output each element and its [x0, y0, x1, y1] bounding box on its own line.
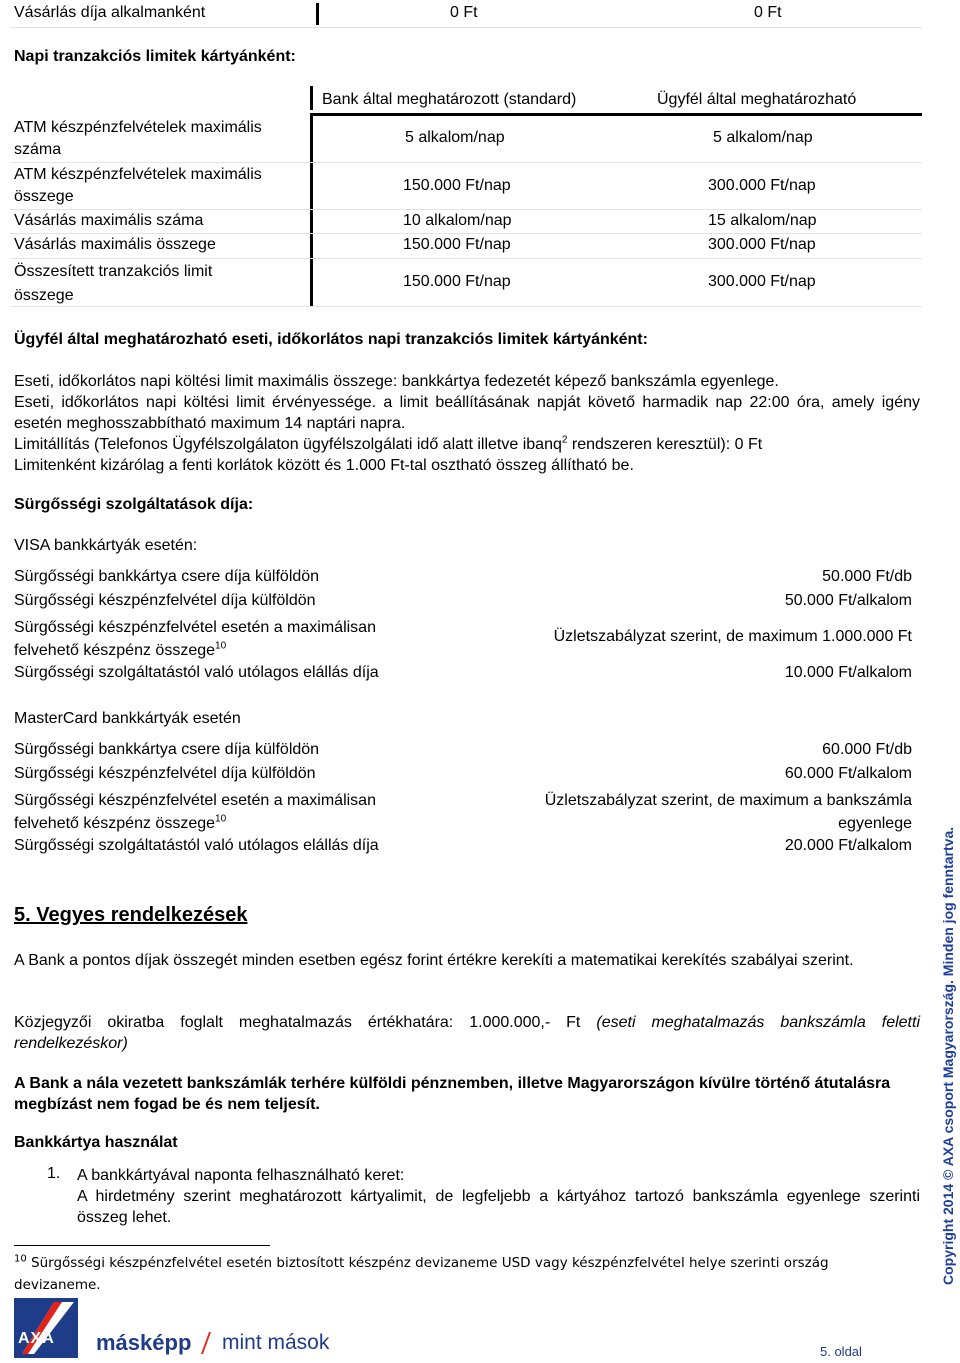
footnote-rule: [14, 1245, 270, 1246]
mc-heading: MasterCard bankkártyák esetén: [14, 710, 241, 727]
limit-row-standard: 150.000 Ft/nap: [403, 236, 511, 253]
slogan-slash: [201, 1332, 211, 1354]
row-divider: [10, 27, 922, 28]
limit-row-label: ATM készpénzfelvételek maximális száma: [14, 119, 262, 158]
temp-limits-p4: Limitenként kizárólag a fenti korlátok között és 1.000 Ft-tal osztható összeg állítható be.: [14, 457, 634, 474]
row-divider: [10, 306, 922, 307]
daily-limits-title: Napi tranzakciós limitek kártyánként:: [14, 48, 296, 65]
axa-logo: [14, 1298, 78, 1358]
fee-value: Üzletszabályzat szerint, de maximum 1.000.000 Ft: [553, 628, 912, 645]
fee-label: Sürgősségi készpénzfelvétel díja külföldön: [14, 592, 316, 609]
fee-value: 50.000 Ft/alkalom: [784, 592, 912, 609]
temp-limits-text: [14, 371, 920, 476]
list-item: A bankkártyával naponta felhasználható keret: A hirdetmény szerint meghatározott kártyalimit, de legfeljebb a kártyához tartozó bankszámla egyenlege szerinti összeg lehet.: [77, 1167, 920, 1226]
temp-limits-p3: Limitállítás (Telefonos Ügyfélszolgálaton ügyfélszolgálati idő alatt illetve ibanq$^2$ rendszeren keresztül): 0 Ft: [14, 434, 763, 453]
row-divider: [10, 162, 922, 163]
limit-row-standard: 5 alkalom/nap: [405, 129, 505, 146]
copyright-notice: Copyright 2014 © AXA csoport Magyarország. Minden jog fenntartva.: [940, 826, 956, 1285]
notary-paragraph: Közjegyzői okiratba foglalt meghatalmazás értékhatára: 1.000.000,- Ft (eseti meghatalmazás bankszámla feletti rendelkezéskor): [14, 1014, 921, 1052]
col-customer-header: Ügyfél által meghatározható: [657, 91, 857, 108]
axa-logo-text: AXA: [18, 1330, 55, 1347]
row-divider: [10, 233, 922, 234]
footnote: $^{10}$ Sürgősségi készpénzfelvétel esetén biztosított készpénz devizaneme USD vagy készpénzfelvétel helye szerinti ország devizaneme.: [14, 1253, 829, 1293]
fee-value: Üzletszabályzat szerint, de maximum a bankszámla egyenlege: [544, 792, 912, 832]
row-divider: [10, 209, 922, 210]
limit-row-label: Összesített tranzakciós limit összege: [14, 263, 213, 304]
emergency-title: Sürgősségi szolgáltatások díja:: [14, 496, 254, 513]
top-row-standard: 0 Ft: [450, 4, 478, 21]
slogan-a: másképp: [96, 1330, 192, 1355]
list-number: 1.: [47, 1165, 61, 1182]
fee-label: Sürgősségi bankkártya csere díja külföldön: [14, 741, 320, 758]
fee-label: Sürgősségi szolgáltatástól való utólagos elállás díja: [14, 837, 379, 854]
limit-row-standard: 10 alkalom/nap: [403, 212, 512, 229]
top-row-customer: 0 Ft: [754, 4, 782, 21]
limit-row-label: Vásárlás maximális száma: [14, 212, 204, 229]
table-divider: [316, 3, 319, 25]
limit-row-label: ATM készpénzfelvételek maximális összege: [14, 166, 262, 205]
limit-row-customer: 300.000 Ft/nap: [708, 236, 816, 253]
fee-label: Sürgősségi készpénzfelvétel díja külföldön: [14, 765, 316, 782]
visa-heading: VISA bankkártyák esetén:: [14, 537, 198, 554]
fee-value: 50.000 Ft/db: [822, 568, 912, 585]
transfer-paragraph: A Bank a nála vezetett bankszámlák terhére külföldi pénznemben, illetve Magyarországon kívülre történő átutalásra megbízást nem fogad be és nem teljesít.: [14, 1075, 891, 1113]
limit-row-customer: 300.000 Ft/nap: [708, 177, 816, 194]
page-number: 5. oldal: [820, 1344, 862, 1359]
temp-limits-p2: Eseti, időkorlátos napi költési limit érvényessége. a limit beállításának napját követő harmadik nap 22:00 óra, amely igény esetén meghosszabbítható maximum 14 naptári napra.: [14, 394, 920, 432]
col-standard-header: Bank által meghatározott (standard): [322, 91, 577, 108]
fee-label: Sürgősségi szolgáltatástól való utólagos elállás díja: [14, 664, 379, 681]
temp-limits-p1: Eseti, időkorlátos napi költési limit maximális összege: bankkártya fedezetét képező bankszámla egyenlege.: [14, 373, 779, 390]
header-divider: [310, 86, 313, 110]
fee-value: 60.000 Ft/db: [822, 741, 912, 758]
temp-limits-title: Ügyfél által meghatározható eseti, időkorlátos napi tranzakciós limitek kártyánként:: [14, 331, 648, 348]
limit-row-standard: 150.000 Ft/nap: [403, 177, 511, 194]
table-divider: [310, 116, 313, 306]
fee-value: 10.000 Ft/alkalom: [784, 664, 912, 681]
axa-logo-mark: [14, 1298, 78, 1358]
limit-row-label: Vásárlás maximális összege: [14, 236, 216, 253]
fee-label: Sürgősségi bankkártya csere díja külföldön: [14, 568, 320, 585]
limit-row-customer: 300.000 Ft/nap: [708, 273, 816, 290]
rounding-paragraph: A Bank a pontos díjak összegét minden esetben egész forint értékre kerekíti a matematikai kerekítés szabályai szerint.: [14, 952, 854, 969]
fee-label: Sürgősségi készpénzfelvétel esetén a maximálisan felvehető készpénz összege$^{10}$: [14, 792, 376, 832]
top-row-label: Vásárlás díja alkalmanként: [14, 4, 206, 21]
header-rule: [310, 113, 922, 116]
slogan-b: mint mások: [222, 1331, 330, 1354]
limit-row-customer: 5 alkalom/nap: [713, 129, 813, 146]
fee-label: Sürgősségi készpénzfelvétel esetén a maximálisan felvehető készpénz összege$^{10}$: [14, 619, 376, 659]
row-divider: [10, 258, 922, 259]
fee-value: 20.000 Ft/alkalom: [784, 837, 912, 854]
section-title: 5. Vegyes rendelkezések: [14, 904, 248, 926]
fee-value: 60.000 Ft/alkalom: [784, 765, 912, 782]
card-usage-title: Bankkártya használat: [14, 1134, 178, 1151]
limit-row-customer: 15 alkalom/nap: [708, 212, 817, 229]
limit-row-standard: 150.000 Ft/nap: [403, 273, 511, 290]
